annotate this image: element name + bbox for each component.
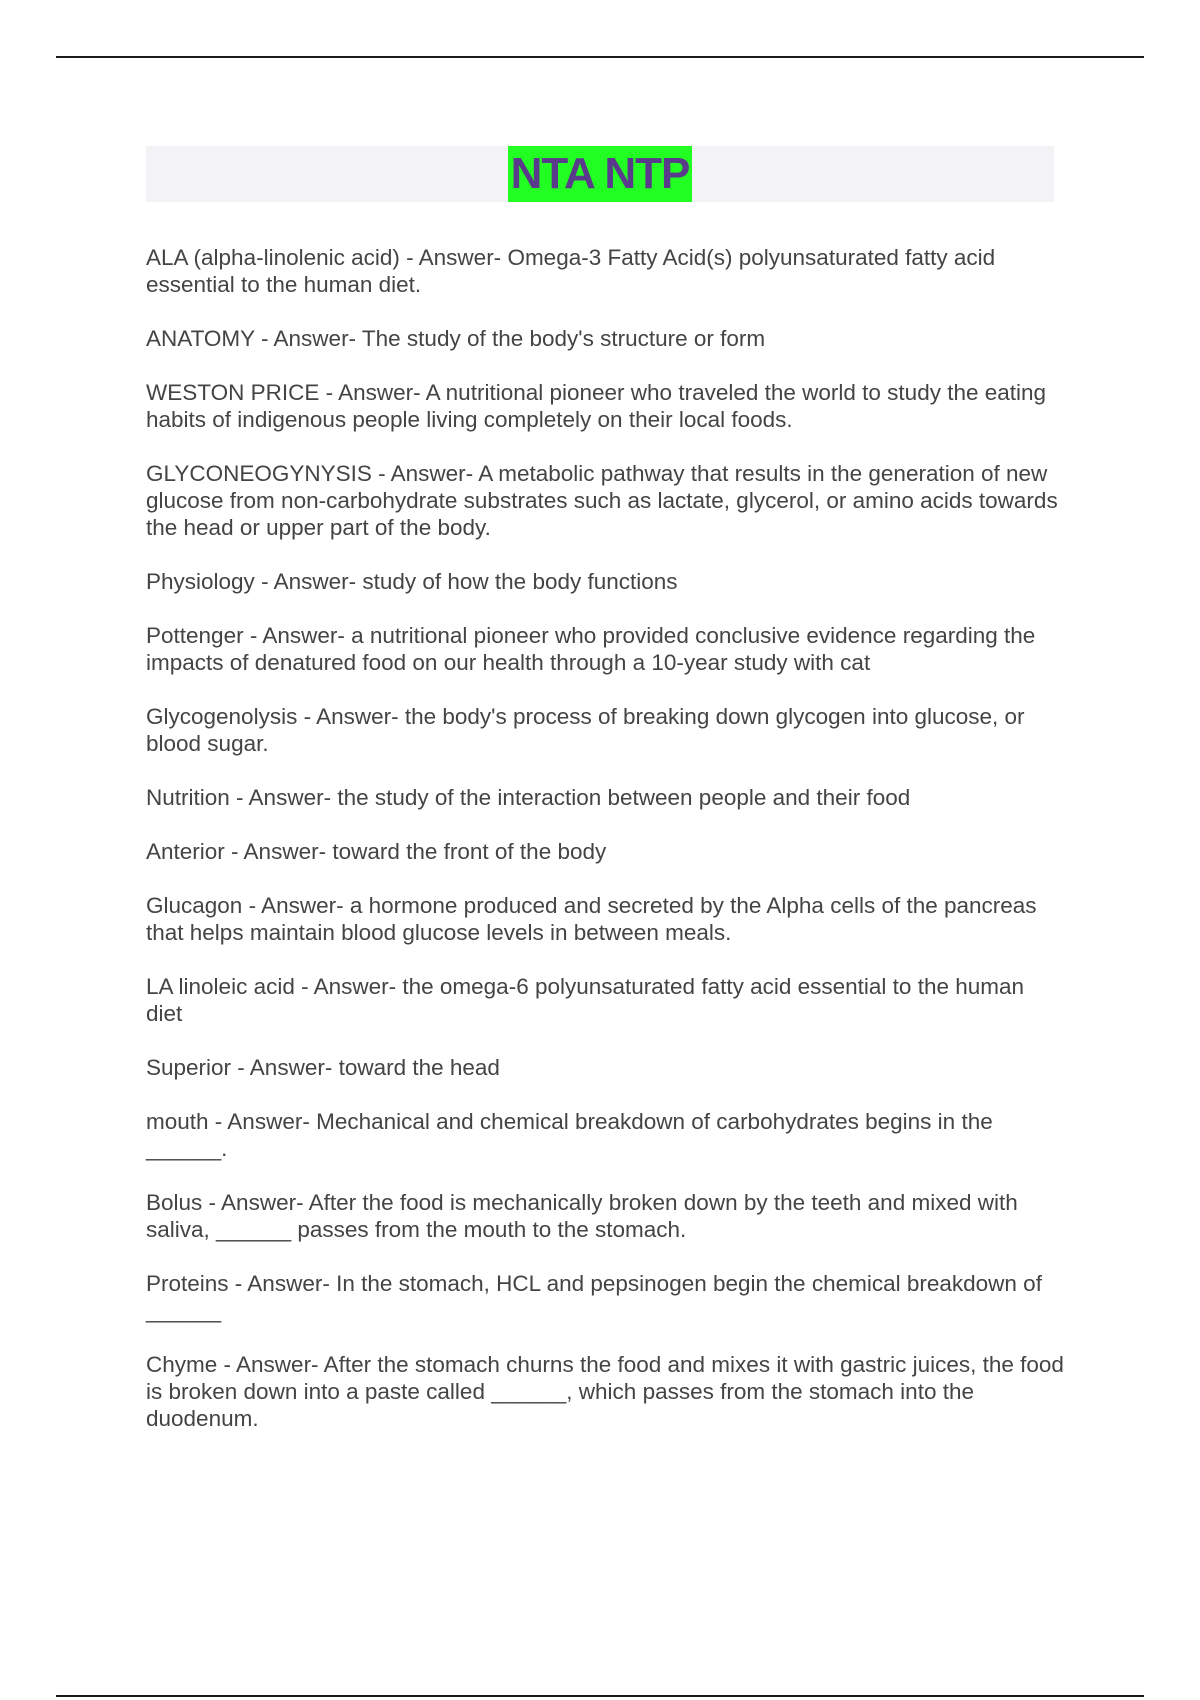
entry-separator: - Answer-: [231, 1055, 339, 1080]
entry-term: ALA (alpha-linolenic acid): [146, 245, 400, 270]
entry-separator: - Answer-: [254, 569, 363, 594]
entry-answer: a nutritional pioneer who provided conclusive evidence regarding the impacts of denatured food on our health through a 10-year study with cat: [146, 623, 1036, 675]
entry-answer: After the stomach churns the food and mixes it with gastric juices, the food is broken down into a paste called ______, which passes from the stomach into the duodenum.: [146, 1352, 1064, 1431]
flashcard-entry: [146, 622, 1066, 676]
flashcard-entry: [146, 703, 1066, 757]
flashcard-entry: [146, 1108, 1066, 1162]
flashcard-entry: [146, 838, 1066, 865]
entry-term: LA linoleic acid: [146, 974, 295, 999]
entry-answer: the omega-6 polyunsaturated fatty acid essential to the human diet: [146, 974, 1025, 1026]
flashcard-entry: [146, 1189, 1066, 1243]
entry-term: Nutrition: [146, 785, 230, 810]
entry-answer: the study of the interaction between people and their food: [337, 785, 911, 810]
entry-separator: - Answer-: [202, 1190, 309, 1215]
entry-answer: toward the head: [338, 1055, 500, 1080]
document-title: NTA NTP: [508, 146, 693, 202]
entry-term: Physiology: [146, 569, 255, 594]
entry-term: ANATOMY: [146, 326, 255, 351]
entry-separator: - Answer-: [399, 245, 508, 270]
entry-separator: - Answer-: [229, 785, 338, 810]
entry-term: Anterior: [146, 839, 225, 864]
entry-term: Bolus: [146, 1190, 203, 1215]
entry-answer: Mechanical and chemical breakdown of carbohydrates begins in the ______.: [146, 1109, 993, 1161]
entry-separator: - Answer-: [371, 461, 479, 486]
entry-answer: After the food is mechanically broken down by the teeth and mixed with saliva, ______ passes from the mouth to the stomach.: [146, 1190, 1018, 1242]
entry-answer: a hormone produced and secreted by the Alpha cells of the pancreas that helps maintain blood glucose levels in between meals.: [146, 893, 1037, 945]
entry-answer: A nutritional pioneer who traveled the world to study the eating habits of indigenous people living completely on their local foods.: [146, 380, 1047, 432]
entry-separator: - Answer-: [297, 704, 405, 729]
entry-term: Glucagon: [146, 893, 243, 918]
flashcard-entry: [146, 1351, 1066, 1432]
entry-separator: - Answer-: [208, 1109, 317, 1134]
flashcard-entry: [146, 460, 1066, 541]
entry-separator: - Answer-: [319, 380, 426, 405]
flashcard-entry: [146, 892, 1066, 946]
flashcard-entry: [146, 568, 1066, 595]
entry-answer: the body's process of breaking down glycogen into glucose, or blood sugar.: [146, 704, 1025, 756]
flashcard-list: [146, 244, 1066, 1459]
top-divider: [56, 56, 1144, 58]
entry-separator: - Answer-: [217, 1352, 324, 1377]
flashcard-entry: [146, 379, 1066, 433]
entry-term: mouth: [146, 1109, 209, 1134]
flashcard-entry: [146, 1270, 1066, 1324]
entry-separator: - Answer-: [254, 326, 362, 351]
entry-answer: study of how the body functions: [362, 569, 678, 594]
entry-separator: - Answer-: [242, 893, 350, 918]
entry-term: Glycogenolysis: [146, 704, 298, 729]
entry-separator: - Answer-: [243, 623, 352, 648]
entry-answer: toward the front of the body: [332, 839, 607, 864]
flashcard-entry: [146, 325, 1066, 352]
flashcard-entry: [146, 784, 1066, 811]
entry-term: GLYCONEOGYNYSIS: [146, 461, 372, 486]
entry-separator: - Answer-: [294, 974, 403, 999]
entry-separator: - Answer-: [228, 1271, 337, 1296]
entry-answer: A metabolic pathway that results in the generation of new glucose from non-carbohydrate substrates such as lactate, glycerol, or amino acids towards the head or upper part of the body.: [146, 461, 1058, 540]
entry-answer: The study of the body's structure or form: [361, 326, 766, 351]
entry-term: Chyme: [146, 1352, 218, 1377]
entry-term: WESTON PRICE: [146, 380, 320, 405]
entry-answer: In the stomach, HCL and pepsinogen begin the chemical breakdown of ______: [146, 1271, 1042, 1323]
flashcard-entry: [146, 244, 1066, 298]
entry-answer: Omega-3 Fatty Acid(s) polyunsaturated fatty acid essential to the human diet.: [146, 245, 996, 297]
title-band: [146, 146, 1054, 202]
entry-separator: - Answer-: [224, 839, 333, 864]
entry-term: Proteins: [146, 1271, 229, 1296]
flashcard-entry: [146, 973, 1066, 1027]
bottom-divider: [56, 1695, 1144, 1697]
flashcard-entry: [146, 1054, 1066, 1081]
entry-term: Pottenger: [146, 623, 244, 648]
entry-term: Superior: [146, 1055, 232, 1080]
